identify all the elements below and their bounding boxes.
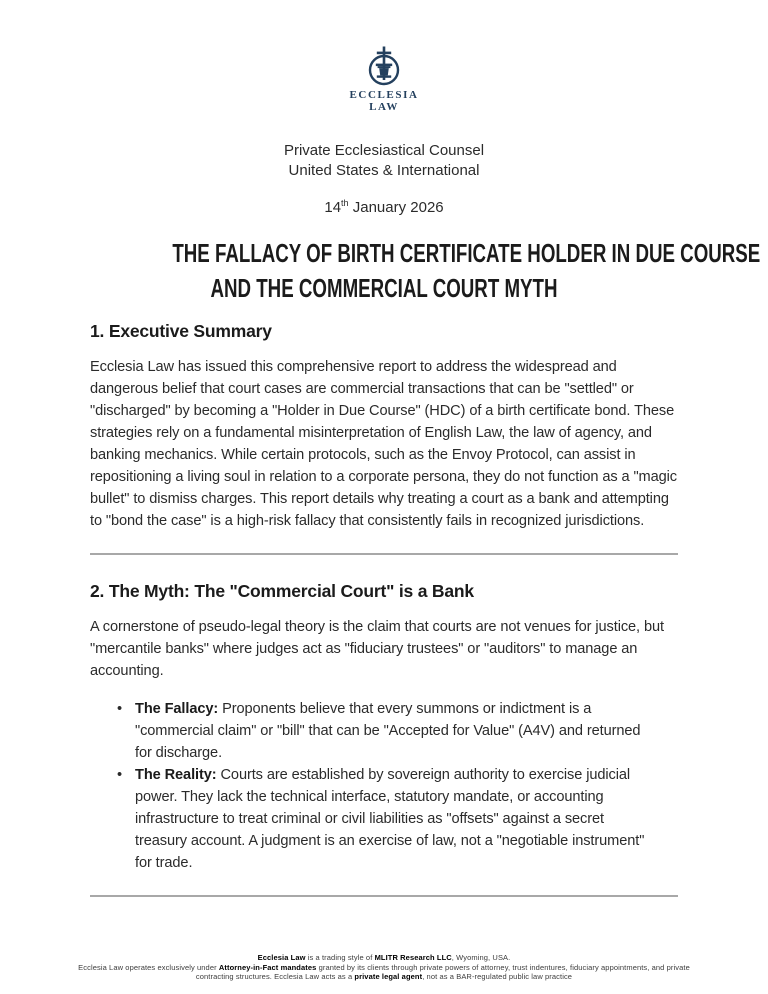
bullet-fallacy-label: The Fallacy:	[135, 701, 219, 717]
section1-paragraph: Ecclesia Law has issued this comprehensive report to address the widespread and dangerous belief that court cases are commercial transactions that can be "settled" or "discharged" by becoming a "Holder in Due Course" (HDC) of a birth certificate bond. These strategies rely on a fundamental misinterpretation of English Law, the law of agency, and banking mechanics. While certain protocols, such as the Envoy Protocol, can assist in repositioning a living soul in relation to a corporate persona, they do not function as a "magic bullet" to dismiss charges. This report details why treating a court as a bank and attempting to "bond the case" is a high-risk fallacy that consistently fails in recognized jurisdictions.	[90, 359, 677, 529]
letterhead-line1: Private Ecclesiastical Counsel	[283, 142, 485, 159]
footer-mandates-bold: Attorney-in-Fact mandates	[218, 962, 317, 972]
footer-agent-bold: private legal agent	[354, 972, 423, 982]
section1-heading: 1. Executive Summary	[90, 321, 272, 341]
bullet-item-reality	[117, 764, 648, 874]
section-divider-1	[90, 553, 678, 555]
section2-heading: 2. The Myth: The "Commercial Court" is a Bank	[90, 581, 474, 601]
letterhead-line2: United States & International	[288, 162, 480, 179]
page-title	[90, 236, 761, 306]
document-footer	[0, 953, 768, 982]
footer-brand-bold: Ecclesia Law	[257, 953, 306, 962]
bullet-fallacy-text: Proponents believe that every summons or indictment is a "commercial claim" or "bill" that can be "Accepted for Value" (A4V) and returned for discharge.	[135, 701, 641, 761]
date-ordinal: th	[341, 198, 349, 208]
ecclesia-law-logo-icon	[360, 44, 408, 90]
brand-name-line1: ECCLESIA	[349, 89, 419, 101]
footer-disclaimer: Ecclesia Law operates exclusively under Attorney-in-Fact mandates granted by its clients through private powers of attorney, trust indentures, fiduciary appointments, and private contracting structures. Ecclesia Law acts as a private legal agent, not as a BAR-regulated public law practice	[78, 962, 690, 982]
section2-bullet-list	[90, 698, 678, 874]
footer-line1: Ecclesia Law is a trading style of MLITR Research LLC, Wyoming, USA.	[257, 953, 511, 962]
page-title-line1: THE FALLACY OF BIRTH CERTIFICATE HOLDER IN DUE COURSE	[172, 238, 761, 268]
bullet-item-fallacy	[117, 698, 648, 764]
date-day: 14	[324, 199, 342, 216]
letterhead	[90, 141, 678, 181]
section2-paragraph: A cornerstone of pseudo-legal theory is the claim that courts are not venues for justice, but "mercantile banks" where judges act as "fiduciary trustees" or "auditors" to manage an accounting.	[90, 619, 664, 679]
bullet-reality-text: Courts are established by sovereign authority to exercise judicial power. They lack the technical interface, statutory mandate, or accounting infrastructure to treat criminal or civil liabilities as "offsets" against a secret treasury account. A judgment is an exercise of law, not a "negotiable instrument" for trade.	[135, 767, 645, 871]
footer-company-bold: MLITR Research LLC	[374, 953, 452, 962]
brand-name-line2: LAW	[369, 100, 399, 113]
brand-name	[0, 90, 768, 113]
date-rest: January 2026	[348, 199, 444, 216]
brand-logo	[0, 0, 768, 113]
section-divider-2	[90, 895, 678, 897]
page-title-line2: AND THE COMMERCIAL COURT MYTH	[210, 273, 558, 303]
bullet-reality-label: The Reality:	[135, 767, 217, 783]
document-date	[90, 198, 678, 218]
